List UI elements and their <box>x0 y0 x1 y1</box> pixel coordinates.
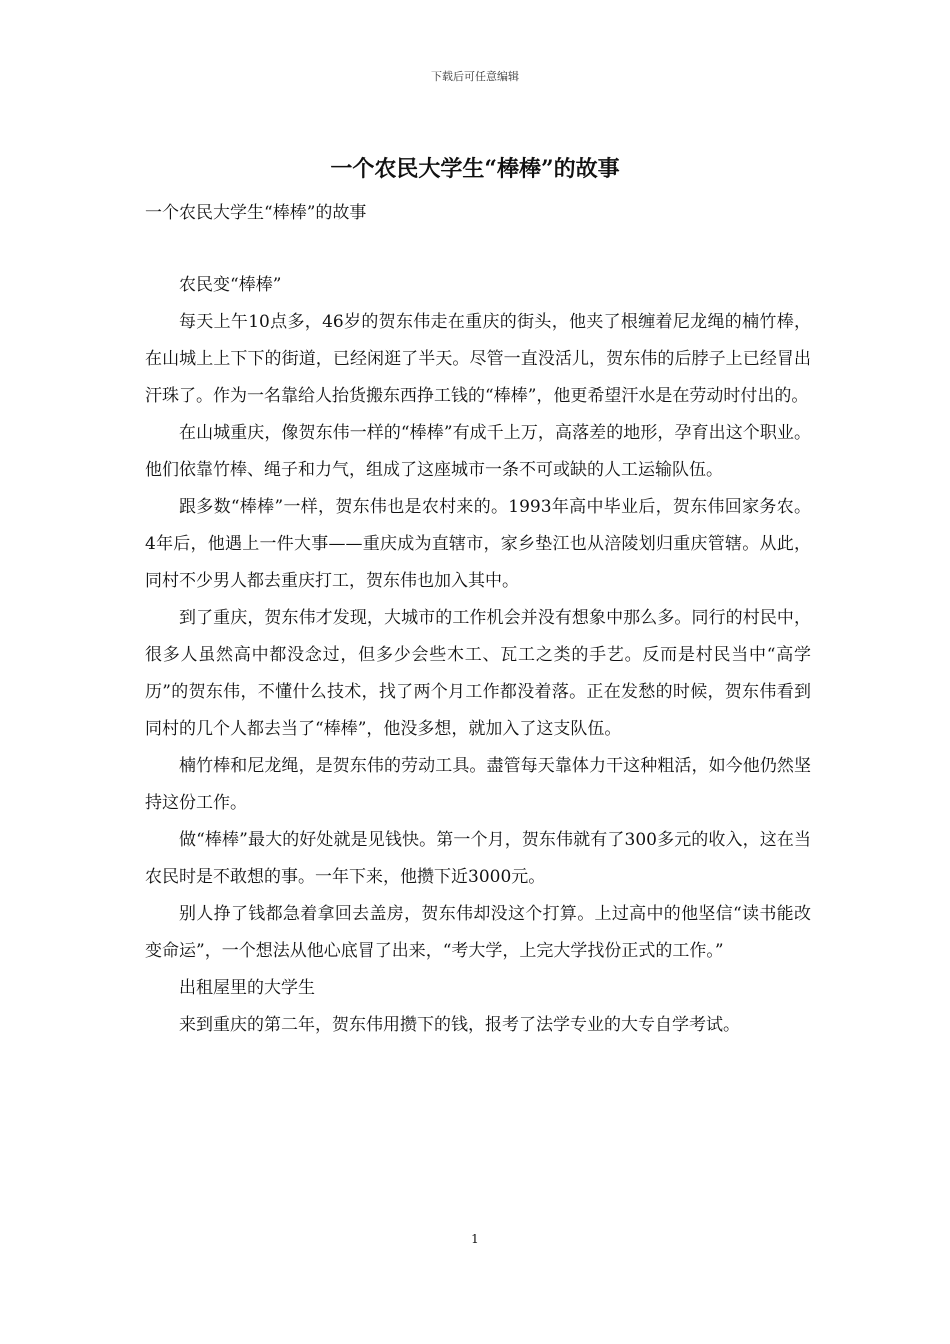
document-subtitle: 一个农民大学生“棒棒”的故事 <box>145 203 367 223</box>
paragraph: 别人挣了钱都急着拿回去盖房，贺东伟却没这个打算。上过高中的他坚信“读书能改变命运”，一个想法从他心底冒了出来，“考大学，上完大学找份正式的工作。” <box>145 904 811 961</box>
section-heading: 出租屋里的大学生 <box>179 978 315 998</box>
header-note: 下载后可任意编辑 <box>431 70 519 83</box>
section-heading: 农民变“棒棒” <box>179 275 282 295</box>
paragraph: 到了重庆，贺东伟才发现，大城市的工作机会并没有想象中那么多。同行的村民中，很多人虽然高中都没念过，但多少会些木工、瓦工之类的手艺。反而是村民当中“高学历”的贺东伟，不懂什么技术，找了两个月工作都没着落。正在发愁的时候，贺东伟看到同村的几个人都去当了“棒棒”，他没多想，就加入了这支队伍。 <box>145 608 811 739</box>
page-number: 1 <box>471 1232 479 1246</box>
paragraph: 在山城重庆，像贺东伟一样的“棒棒”有成千上万，高落差的地形，孕育出这个职业。他们依靠竹棒、绳子和力气，组成了这座城市一条不可或缺的人工运输队伍。 <box>145 423 811 480</box>
document-title: 一个农民大学生“棒棒”的故事 <box>330 156 620 182</box>
paragraph: 每天上午10点多，46岁的贺东伟走在重庆的街头，他夹了根缠着尼龙绳的楠竹棒，在山城上上下下的街道，已经闲逛了半天。尽管一直没活儿，贺东伟的后脖子上已经冒出汗珠了。作为一名靠给人抬货搬东西挣工钱的“棒棒”，他更希望汗水是在劳动时付出的。 <box>145 312 811 406</box>
paragraph: 做“棒棒”最大的好处就是见钱快。第一个月，贺东伟就有了300多元的收入，这在当农民时是不敢想的事。一年下来，他攒下近3000元。 <box>145 830 811 887</box>
paragraph: 跟多数“棒棒”一样，贺东伟也是农村来的。1993年高中毕业后，贺东伟回家务农。4年后，他遇上一件大事——重庆成为直辖市，家乡垫江也从涪陵划归重庆管辖。从此，同村不少男人都去重庆打工，贺东伟也加入其中。 <box>145 497 811 591</box>
paragraph: 来到重庆的第二年，贺东伟用攒下的钱，报考了法学专业的大专自学考试。 <box>179 1015 740 1035</box>
paragraph: 楠竹棒和尼龙绳，是贺东伟的劳动工具。盡管每天靠体力干这种粗活，如今他仍然坚持这份工作。 <box>145 756 811 813</box>
document-body <box>145 267 811 1044</box>
